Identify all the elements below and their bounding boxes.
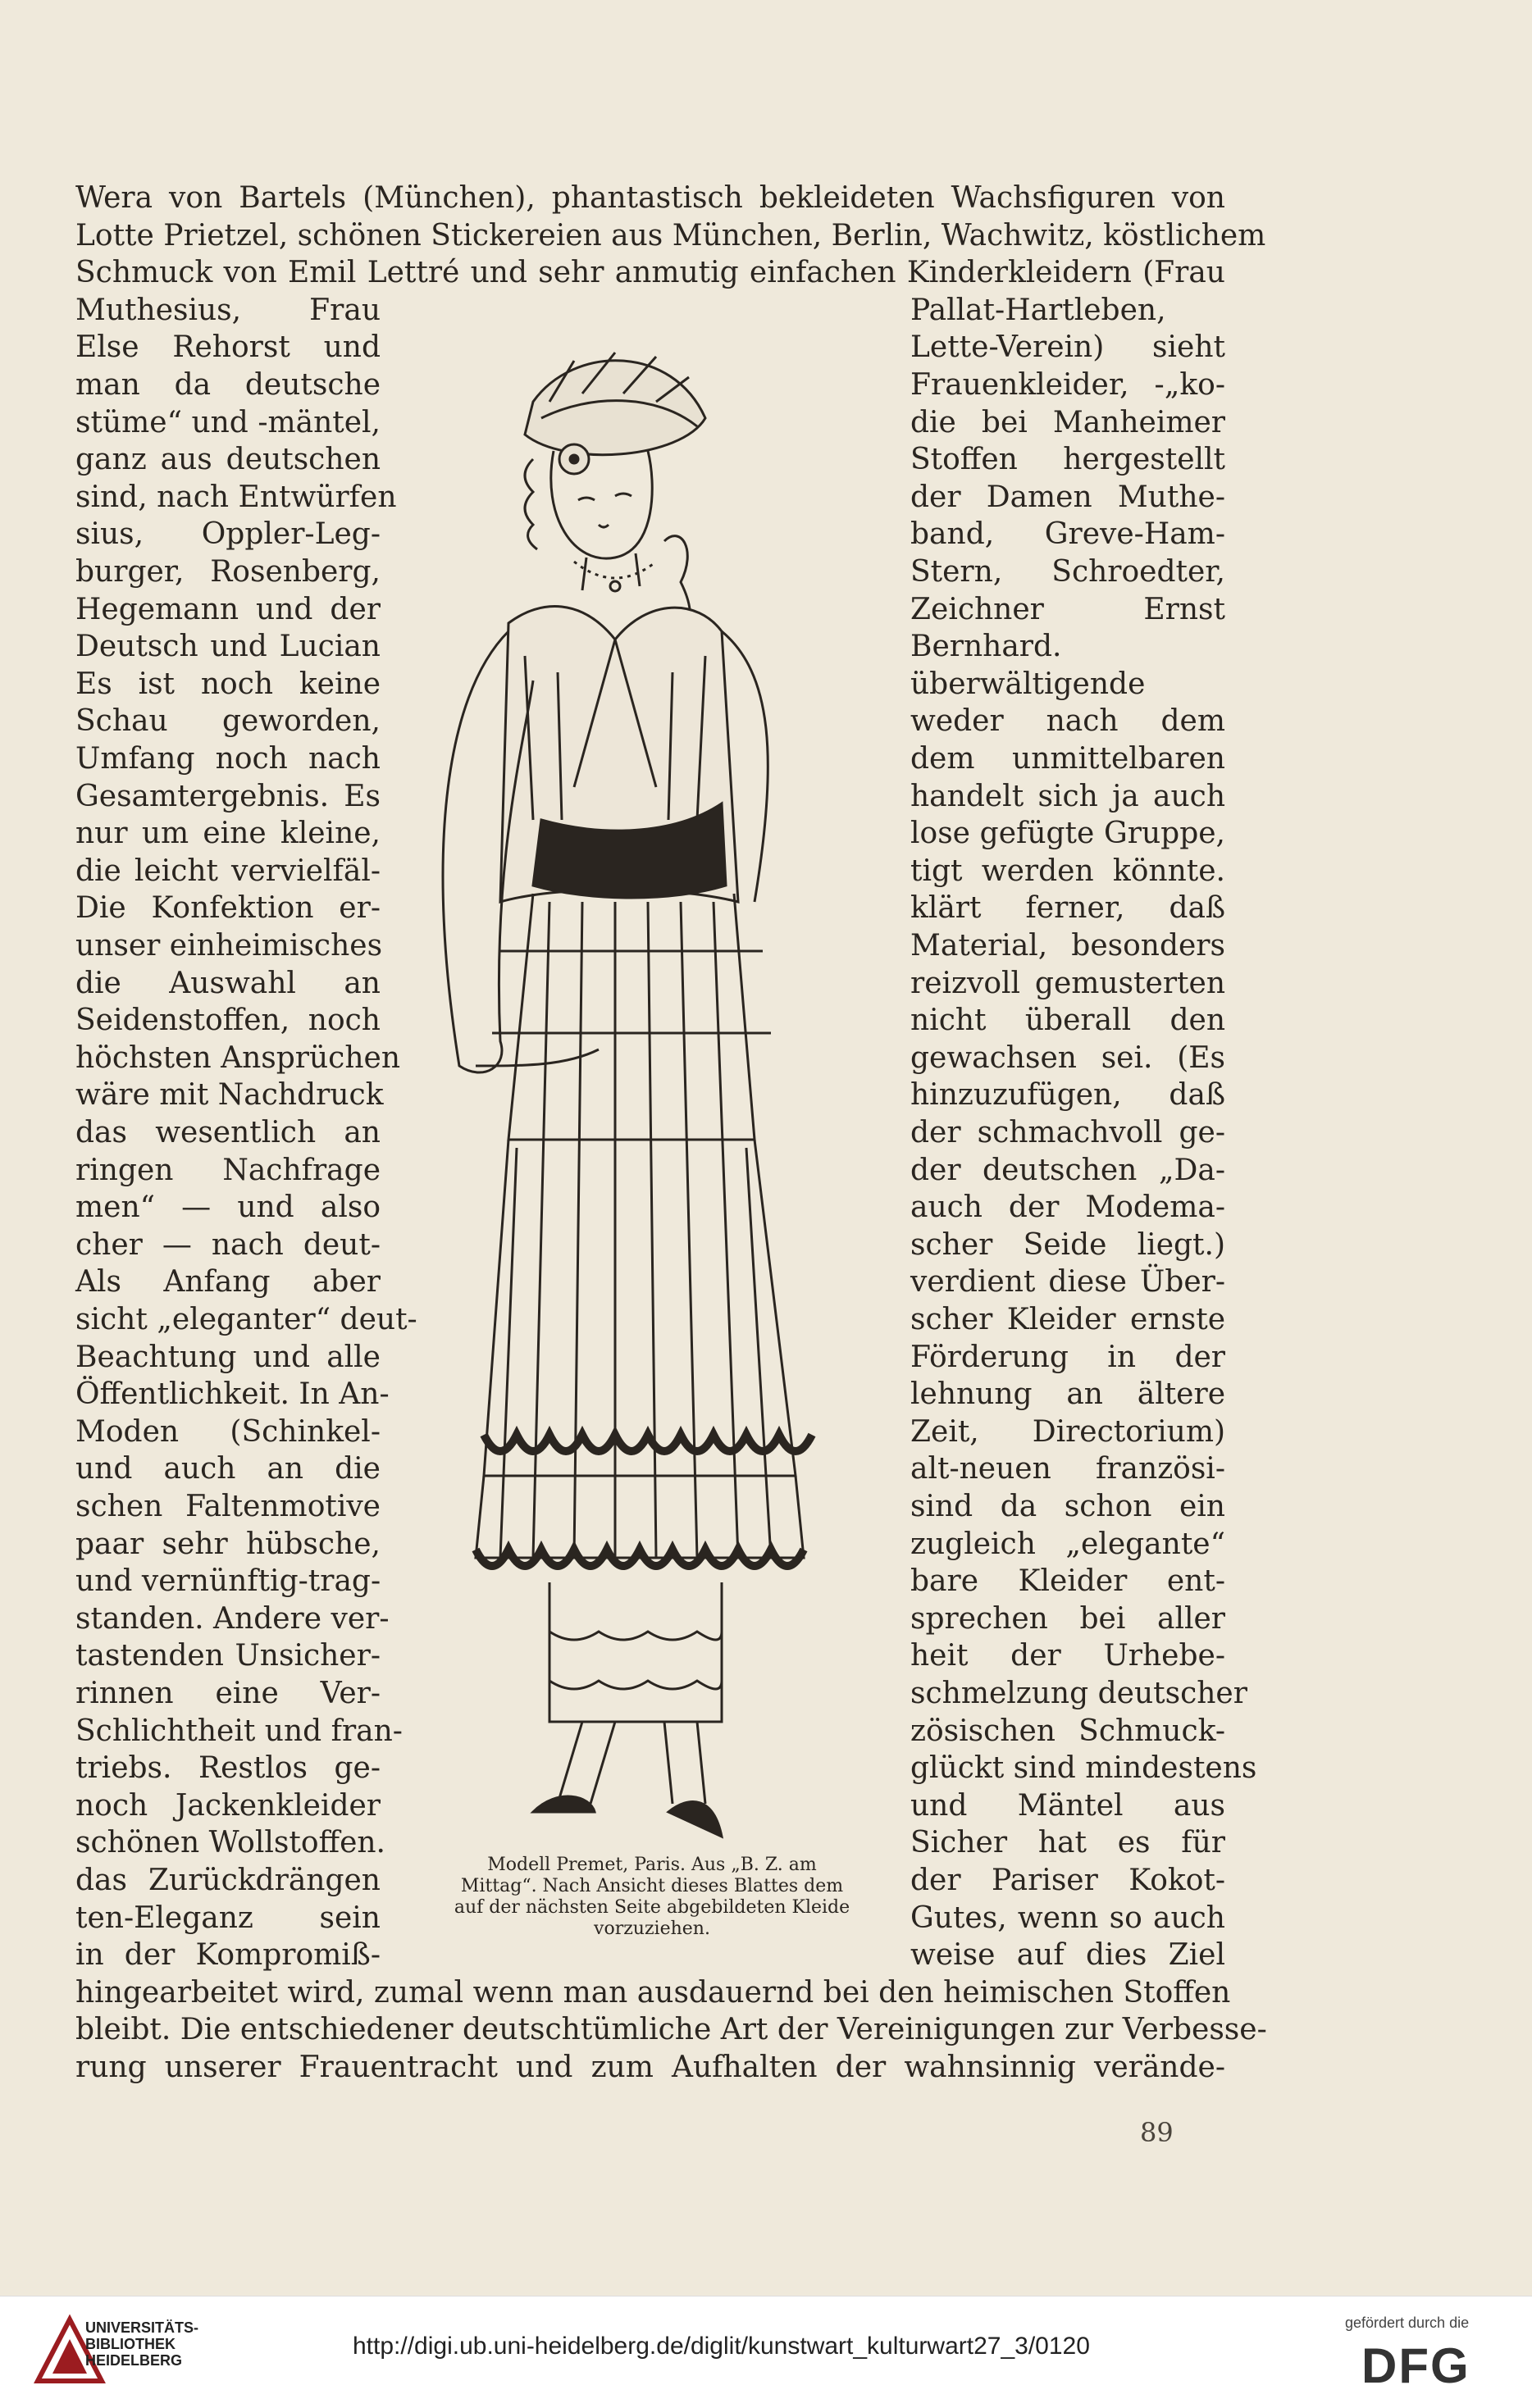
left-column-line: stüme“ und -mäntel,: [75, 405, 381, 439]
caption-line: auf der nächsten Seite abgebildeten Kleide: [454, 1897, 850, 1918]
left-column-line: das wesentlich an: [75, 1116, 381, 1149]
left-column-line: Die Konfektion er-: [75, 891, 381, 926]
right-column-line: sprechen bei aller: [910, 1601, 1225, 1636]
text-line: rung unserer Frauentracht und zum Aufhalten der wahnsinnig verände-: [75, 2051, 1225, 2084]
left-column-line: triebs. Restlos ge-: [75, 1751, 381, 1786]
university-name-line: UNIVERSITÄTS-: [85, 2319, 199, 2336]
left-column-line: men“ — und also: [75, 1190, 381, 1225]
left-column-line: Als Anfang aber: [75, 1265, 381, 1300]
permalink[interactable]: http://digi.ub.uni-heidelberg.de/diglit/kunstwart_kulturwart27_3/0120: [353, 2333, 1090, 2360]
right-column-line: Zeit, Directorium): [910, 1414, 1225, 1449]
figure-caption: [410, 1855, 894, 1940]
right-column-line: und Mäntel aus: [910, 1788, 1225, 1823]
text-line: Schmuck von Emil Lettré und sehr anmutig einfachen Kinderkleidern (Frau: [75, 256, 1225, 290]
left-column-line: nur um eine kleine,: [75, 817, 381, 851]
right-column-line: tigt werden könnte.: [910, 853, 1225, 888]
right-column-line: Förderung in der: [910, 1340, 1225, 1374]
university-name: [85, 2319, 198, 2369]
left-column-line: unser einheimisches: [75, 929, 383, 963]
right-column-line: scher Kleider ernste: [910, 1303, 1225, 1336]
left-column-line: Gesamtergebnis. Es: [75, 779, 381, 813]
right-column-line: Lette-Verein) sieht: [910, 330, 1225, 365]
left-column-line: Else Rehorst und: [75, 330, 381, 365]
caption-line: vorzuziehen.: [594, 1919, 710, 1939]
right-column-line: zösischen Schmuck-: [910, 1714, 1225, 1748]
left-column-line: cher — nach deut-: [75, 1227, 381, 1262]
left-column-line: Es ist noch keine: [75, 667, 381, 701]
left-column-line: in der Kompromiß-: [75, 1938, 381, 1973]
university-name-line: BIBLIOTHEK: [85, 2336, 176, 2352]
right-column-line: der deutschen „Da-: [910, 1153, 1225, 1187]
right-column-line: zugleich „elegante“: [910, 1527, 1225, 1561]
right-column-line: Frauenkleider, -„ko-: [910, 368, 1225, 402]
left-column-line: Umfang noch nach: [75, 742, 381, 776]
right-column-line: Sicher hat es für: [910, 1826, 1225, 1860]
viewer-footer: [0, 2296, 1532, 2408]
left-column-line: ringen Nachfrage: [75, 1153, 381, 1187]
left-column-line: Schau geworden,: [75, 704, 381, 739]
left-column-line: Seidenstoffen, noch: [75, 1004, 381, 1038]
right-column-line: Stoffen hergestellt: [910, 443, 1225, 477]
right-column-line: heit der Urhebe-: [910, 1639, 1225, 1673]
right-column-line: sind da schon ein: [910, 1490, 1225, 1523]
left-column-line: das Zurückdrängen: [75, 1864, 381, 1897]
right-column-line: alt-neuen französi-: [910, 1452, 1225, 1486]
left-column-line: und vernünftig-trag-: [75, 1564, 381, 1599]
right-column-line: nicht überall den: [910, 1004, 1225, 1038]
right-column-line: auch der Modema-: [910, 1190, 1225, 1225]
text-line: Wera von Bartels (München), phantastisch bekleideten Wachsfiguren von: [75, 181, 1225, 215]
right-column-line: die bei Manheimer: [910, 405, 1225, 439]
right-column-line: der Damen Muthe-: [910, 480, 1225, 514]
fashion-illustration: [410, 328, 869, 1861]
text-line: bleibt. Die entschiedener deutschtümliche Art der Vereinigungen zur Verbesse-: [75, 2013, 1267, 2047]
left-column-line: Beachtung und alle: [75, 1340, 381, 1374]
right-column-line: der Pariser Kokot-: [910, 1864, 1225, 1897]
left-column-line: wäre mit Nachdruck: [75, 1078, 384, 1113]
left-column-line: höchsten Ansprüchen: [75, 1040, 401, 1075]
left-column-line: Öffentlichkeit. In An-: [75, 1377, 390, 1412]
left-column-line: sius, Oppler-Leg-: [75, 517, 381, 552]
left-column-line: Schlichtheit und fran-: [75, 1714, 403, 1748]
right-column-line: Pallat-Hartleben,: [910, 293, 1166, 327]
right-column-line: glückt sind mindestens: [910, 1751, 1257, 1786]
right-column-line: bare Kleider ent-: [910, 1564, 1225, 1599]
left-column-line: schen Faltenmotive: [75, 1490, 381, 1523]
left-column-line: die Auswahl an: [75, 966, 381, 1000]
left-column-line: paar sehr hübsche,: [75, 1527, 381, 1561]
university-name-line: HEIDELBERG: [85, 2352, 183, 2369]
left-column-line: tastenden Unsicher-: [75, 1639, 381, 1673]
left-column-line: standen. Andere ver-: [75, 1601, 390, 1636]
dfg-logo: DFG: [1361, 2338, 1470, 2393]
right-column-line: weder nach dem: [910, 704, 1225, 739]
right-column-line: der schmachvoll ge-: [910, 1116, 1225, 1149]
right-column-line: dem unmittelbaren: [910, 742, 1225, 776]
right-column-line: Material, besonders: [910, 929, 1225, 963]
caption-line: Mittag“. Nach Ansicht dieses Blattes dem: [460, 1876, 844, 1896]
right-column-line: gewachsen sei. (Es: [910, 1040, 1225, 1075]
left-column-line: schönen Wollstoffen.: [75, 1826, 385, 1860]
left-column-line: burger, Rosenberg,: [75, 555, 381, 589]
right-column-line: scher Seide liegt.): [910, 1227, 1225, 1262]
left-column-line: sicht „eleganter“ deut-: [75, 1303, 417, 1336]
right-column-line: klärt ferner, daß: [910, 891, 1225, 926]
right-column-line: reizvoll gemusterten: [910, 966, 1225, 1000]
right-column-line: überwältigende: [910, 667, 1146, 701]
left-column-line: Hegemann und der: [75, 592, 381, 626]
funding-note: gefördert durch die: [1345, 2315, 1470, 2331]
right-column-line: weise auf dies Ziel: [910, 1938, 1225, 1973]
right-column-line: Gutes, wenn so auch: [910, 1900, 1225, 1935]
left-column-line: und auch an die: [75, 1452, 381, 1486]
right-column-line: Bernhard.: [910, 630, 1062, 664]
left-column-line: die leicht vervielfäl-: [75, 853, 381, 888]
page-number: 89: [1140, 2117, 1174, 2148]
left-column-line: man da deutsche: [75, 368, 381, 402]
right-column-line: Zeichner Ernst: [910, 592, 1225, 626]
left-column-line: Muthesius, Frau: [75, 293, 381, 327]
text-line: hingearbeitet wird, zumal wenn man ausdauernd bei den heimischen Stoffen: [75, 1975, 1231, 2010]
left-column-line: Moden (Schinkel-: [75, 1414, 381, 1449]
right-column-line: verdient diese Über-: [910, 1265, 1225, 1300]
right-column-line: lose gefügte Gruppe,: [910, 817, 1225, 851]
right-column-line: hinzuzufügen, daß: [910, 1078, 1225, 1113]
right-column-line: lehnung an ältere: [910, 1377, 1225, 1412]
left-column-line: noch Jackenkleider: [75, 1788, 381, 1823]
left-column-line: Deutsch und Lucian: [75, 630, 381, 664]
right-column-line: handelt sich ja auch: [910, 779, 1225, 813]
left-column-line: sind, nach Entwürfen: [75, 480, 397, 514]
right-column-line: band, Greve-Ham-: [910, 517, 1225, 552]
caption-line: Modell Premet, Paris. Aus „B. Z. am: [487, 1855, 817, 1875]
right-column-line: Stern, Schroedter,: [910, 555, 1225, 589]
left-column-line: ganz aus deutschen: [75, 443, 381, 477]
left-column-line: ten-Eleganz sein: [75, 1900, 381, 1935]
left-column-line: rinnen eine Ver-: [75, 1677, 381, 1710]
text-line: Lotte Prietzel, schönen Stickereien aus München, Berlin, Wachwitz, köstlichem: [75, 218, 1266, 253]
right-column-line: schmelzung deutscher: [910, 1677, 1247, 1710]
